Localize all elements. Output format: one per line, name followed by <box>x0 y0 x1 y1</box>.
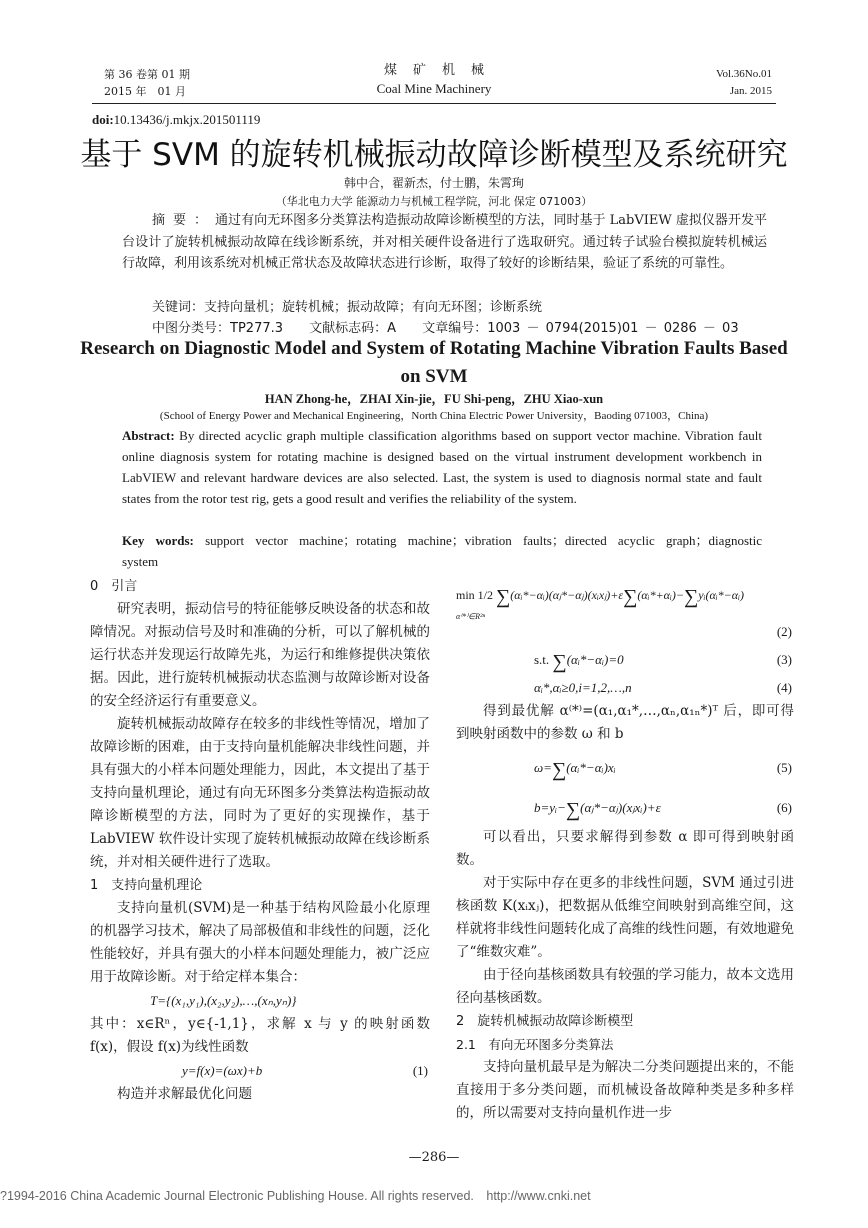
paragraph: 其中：x∈Rⁿ，y∈{-1,1}，求解 x 与 y 的映射函数 f(x)，假设 f(x)为线性函数 <box>90 1016 430 1055</box>
equation-1: y=f(x)=(ωx)+b (1) <box>182 1063 428 1078</box>
abstract-cn <box>122 210 767 275</box>
keywords-en-text: support vector machine；rotating machine；vibration faults；directed acyclic graph；diagnostic system <box>122 533 762 569</box>
keywords-cn <box>152 296 542 315</box>
title-cn: 基于 SVM 的旋转机械振动故障诊断模型及系统研究 <box>80 137 788 173</box>
abstract-en-text: By directed acyclic graph multiple classification algorithms based on support vector machine. Vibration fault online diagnosis system for rotating machine is designed based on the virtual instrument development workbench in LabVIEW and relevant hardware devices are also selected. Last, the system is used to diagnosis normal state and fault states from the rotor test rig, gets a good result and verifies the reliability of the system. <box>122 428 762 506</box>
header-right <box>716 66 772 100</box>
authors-en: HAN Zhong-he，ZHAI Xin-jie，FU Shi-peng，ZHU Xiao-xun <box>264 392 604 406</box>
section-0-heading: 0 引言 <box>90 579 138 594</box>
keywords-en-label: Key words: <box>122 533 194 548</box>
classification-line <box>152 317 739 336</box>
abstract-en-label: Abstract: <box>122 428 175 443</box>
equation-5: ω=∑(αᵢ*−αᵢ)xᵢ (5) <box>534 759 792 781</box>
doc-code-value: A <box>387 321 397 336</box>
equation-2: min 1/2 ∑(αᵢ*−αᵢ)(αⱼ*−αⱼ)(xᵢxⱼ)+ε∑(αᵢ*+αᵢ)−∑yᵢ(αᵢ*−αᵢ) α⁽*⁾∈R²ⁿ <box>456 586 744 621</box>
paragraph: 研究表明，振动信号的特征能够反映设备的状态和故障情况。对振动信号及时和准确的分析，可以了解机械的运行状态并发现运行故障先兆，为运行和维修提供决策依据。因此，进行旋转机械振动状态监测与故障诊断对设备的安全经济运行有重要意义。 <box>90 601 430 709</box>
header-center <box>334 62 534 98</box>
clc-value: TP277.3 <box>230 321 284 336</box>
article-no-value: 1003 － 0794(2015)01 － 0286 － 03 <box>487 321 739 336</box>
affiliation-en: (School of Energy Power and Mechanical Engineering，North China Electric Power University，Baoding 071003，China) <box>159 410 709 422</box>
paragraph: 支持向量机(SVM)是一种基于结构风险最小化原理的机器学习技术，解决了局部极值和非线性的问题，泛化性能较好，并具有强大的小样本问题处理能力，被广泛应用于故障诊断。对于给定样本集合： <box>90 900 430 985</box>
doi-value: 10.13436/j.mkjx.201501119 <box>113 112 261 127</box>
paragraph: 对于实际中存在更多的非线性问题，SVM 通过引进核函数 K(xᵢxⱼ)，把数据从低维空间映射到高维空间，这样就将非线性问题转化成了高维的线性问题，有效地避免了“维数灾难”。 <box>456 875 794 960</box>
paragraph: 由于径向基核函数具有较强的学习能力，故本文选用径向基核函数。 <box>456 967 794 1006</box>
doc-code-label: 文献标志码： <box>309 321 388 336</box>
date-en: Jan. 2015 <box>729 85 772 97</box>
authors-cn: 韩中合，翟新杰，付士鹏，朱霄珣 <box>343 176 524 190</box>
abstract-cn-label: 摘要： <box>152 213 216 228</box>
keywords-cn-text: 支持向量机；旋转机械；振动故障；有向无环图；诊断系统 <box>204 300 543 315</box>
clc-label: 中图分类号： <box>152 321 231 336</box>
date-cn: 2015 年 01 月 <box>104 85 186 98</box>
vol-issue-cn: 第 36 卷第 01 期 <box>104 68 190 81</box>
paragraph: 可以看出，只要求解得到参数 α 即可得到映射函数。 <box>456 829 794 868</box>
left-column <box>90 575 430 1106</box>
keywords-cn-label: 关键词： <box>152 300 205 315</box>
equation-sample-set: T={(x₁,y₁),(x₂,y₂),…,(xₙ,yₙ)} <box>150 993 297 1008</box>
journal-name-cn: 煤矿机械 <box>383 63 500 78</box>
equation-4: αᵢ*,αᵢ≥0,i=1,2,…,n (4) <box>534 680 792 695</box>
header-rule <box>92 103 776 104</box>
affiliation-cn: （华北电力大学 能源动力与机械工程学院，河北 保定 071003） <box>275 195 593 208</box>
paragraph: 得到最优解 α⁽*⁾=(α₁,α₁*,…,αₙ,α₁ₙ*)ᵀ 后，即可得到映射函数中的参数 ω 和 b <box>456 703 794 742</box>
section-1-heading: 1 支持向量机理论 <box>90 878 203 893</box>
paragraph: 支持向量机最早是为解决二分类问题提出来的，不能直接用于多分类问题，而机械设备故障种类是多种多样的，所以需要对支持向量机作进一步 <box>456 1059 794 1121</box>
doi-label: doi: <box>92 112 114 127</box>
copyright-notice: ?1994-2016 China Academic Journal Electronic Publishing House. All rights reserved. http://www.cnki.net <box>0 1189 591 1203</box>
header-left <box>104 66 190 100</box>
vol-issue-en: Vol.36No.01 <box>715 68 772 80</box>
abstract-en <box>122 425 762 509</box>
equation-6: b=yᵢ−∑(αⱼ*−αⱼ)(xⱼxᵢ)+ε (6) <box>534 799 792 821</box>
equation-2-number: (2) <box>776 624 792 639</box>
journal-name-en: Coal Mine Machinery <box>376 81 492 96</box>
paragraph: 构造并求解最优化问题 <box>117 1086 252 1102</box>
title-en: Research on Diagnostic Model and System of Rotating Machine Vibration Faults Based on SVM <box>80 338 788 387</box>
page-number: —286— <box>408 1150 460 1165</box>
section-2-1-heading: 2.1 有向无环图多分类算法 <box>456 1037 614 1052</box>
right-column <box>456 578 794 1125</box>
paragraph: 旋转机械振动故障存在较多的非线性等情况，增加了故障诊断的困难，由于支持向量机能解决非线性问题，并具有强大的小样本问题处理能力，因此，本文提出了基于支持向量机理论，通过有向无环图多分类算法构造振动故障诊断模型的方法，同时为了更好的实现操作，基于 LabVIEW 软件设计实现了旋转机械振动故障在线诊断系统，并对相关硬件进行了选取。 <box>90 716 430 870</box>
section-2-heading: 2 旋转机械振动故障诊断模型 <box>456 1014 634 1029</box>
article-no-label: 文章编号： <box>422 321 488 336</box>
equation-3: s.t. ∑(αᵢ*−αᵢ)=0 (3) <box>534 651 792 673</box>
keywords-en <box>122 530 762 572</box>
doi <box>92 112 260 128</box>
abstract-cn-text: 通过有向无环图多分类算法构造振动故障诊断模型的方法，同时基于 LabVIEW 虚拟仪器开发平台设计了旋转机械振动故障在线诊断系统，并对相关硬件设备进行了选取研究。通过转子试验台模拟旋转机械运行故障，利用该系统对机械正常状态及故障状态进行诊断，取得了较好的诊断结果，验证了系统的可靠性。 <box>122 213 767 271</box>
